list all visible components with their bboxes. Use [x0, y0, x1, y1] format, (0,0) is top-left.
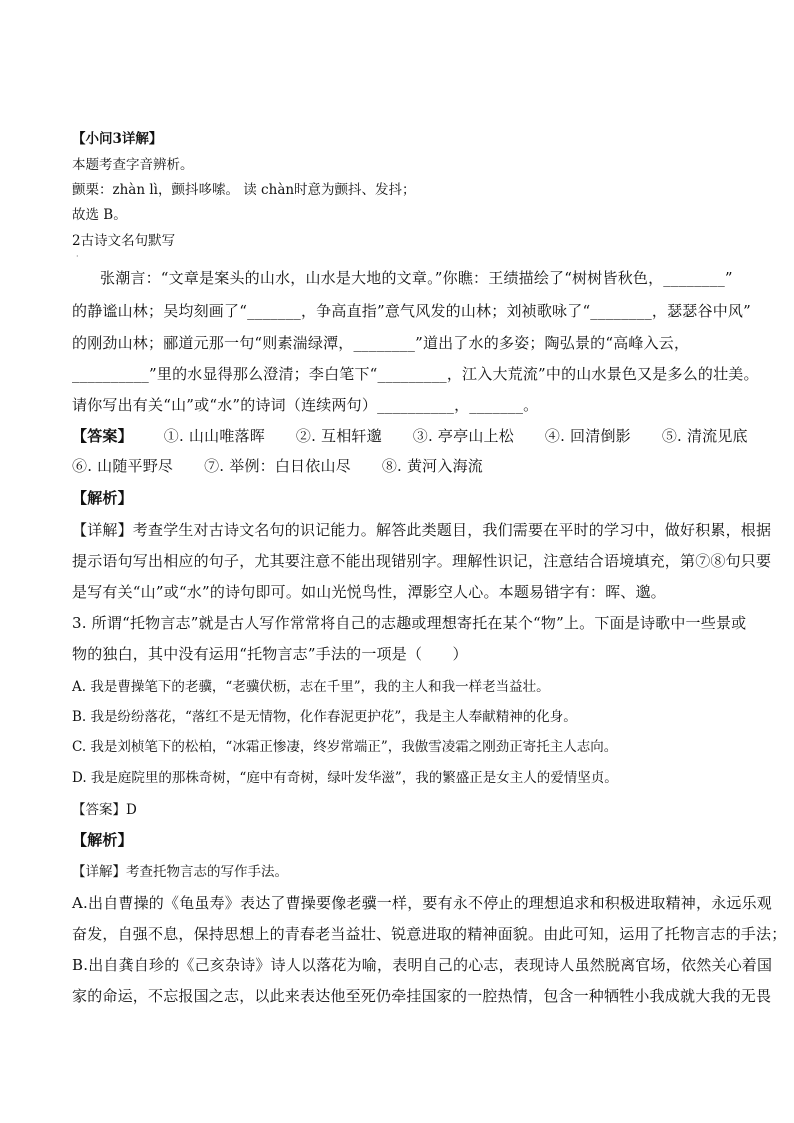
- passage-line: 的静谧山林；吴均刻画了“_______，争高直指”意气风发的山林；刘祯歌咏了“________，瑟瑟谷中风”: [72, 302, 751, 320]
- answer-item: ①. 山山唯落晖: [163, 427, 265, 445]
- answer-item: ⑦. 举例：白日依山尽: [204, 457, 351, 475]
- q3-detail: 颤栗：zhàn lì，颤抖哆嗦。 读 chàn时意为颤抖、发抖；: [72, 182, 416, 198]
- answer-item: ⑥. 山随平野尽: [72, 457, 174, 475]
- passage-line: 张潮言：“文章是案头的山水，山水是大地的文章。”你瞧：王绩描绘了“树树皆秋色，________”: [100, 269, 733, 287]
- passage-line: 的刚劲山林；郦道元那一句“则素湍绿潭，________”道出了水的多姿；陶弘景的“高峰入云，: [72, 334, 690, 352]
- answer-item: ④. 回清倒影: [544, 427, 631, 445]
- answer-label: 【答案】: [72, 427, 133, 445]
- explanation-line: 家的命运，不忘报国之志，以此来表达他至死仍牵挂国家的一腔热情，包含一种牺牲小我成就大我的无畏: [72, 987, 772, 1005]
- option-c: C. 我是刘桢笔下的松柏，“冰霜正惨凄，终岁常端正”，我傲雪凌霜之刚劲正寄托主人志向。: [72, 739, 618, 755]
- passage-line: __________”里的水显得那么澄清；李白笔下“_________，江入大荒流”中的山水景色又是多么的壮美。: [72, 365, 759, 383]
- q3-detail-intro: 【详解】考查托物言志的写作手法。: [72, 864, 288, 880]
- explanation-line: B.出自龚自珍的《己亥杂诗》诗人以落花为喻，表明自己的心志，表现诗人虽然脱离官场，依然关心着国: [72, 956, 773, 974]
- answers-row-1: [72, 426, 748, 446]
- q3-conclusion: 故选 B。: [72, 207, 127, 223]
- q3-answer: 【答案】D: [72, 802, 137, 818]
- question-line: 物的独白，其中没有运用“托物言志”手法的一项是（ ）: [72, 645, 468, 663]
- passage-line: 请你写出有关“山”或“水”的诗词（连续两句）__________，_______。: [72, 396, 539, 414]
- analysis-line: 是写有关“山”或“水”的诗句即可。如山光悦鸟性，潭影空人心。本题易错字有：晖、邈。: [72, 583, 666, 601]
- analysis-line: 【详解】考查学生对古诗文名句的识记能力。解答此类题目，我们需要在平时的学习中，做好积累，根据: [72, 521, 772, 539]
- analysis-line: 提示语句写出相应的句子，尤其要注意不能出现错别字。理解性识记，注意结合语境填充，第⑦⑧句只要: [72, 552, 772, 570]
- question-line: 3. 所谓“托物言志”就是古人写作常常将自己的志趣或理想寄托在某个“物”上。下面是诗歌中一些景或: [72, 614, 747, 632]
- answers-row-2: [72, 456, 483, 476]
- option-b: B. 我是纷纷落花，“落红不是无情物，化作春泥更护花”，我是主人奉献精神的化身。: [72, 709, 577, 725]
- answer-item: ③. 亭亭山上松: [412, 427, 514, 445]
- section-title: 2古诗文名句默写: [72, 233, 176, 249]
- answer-item: ⑧. 黄河入海流: [381, 457, 483, 475]
- analysis-label: 【解析】: [72, 489, 133, 507]
- explanation-line: A.出自曹操的《龟虽寿》表达了曹操要像老骥一样，要有永不停止的理想追求和积极进取精神，永远乐观: [72, 894, 773, 912]
- answer-item: ⑤. 清流见底: [661, 427, 748, 445]
- q3-header: 【小问3详解】: [72, 131, 163, 147]
- q3-analysis-label: 【解析】: [72, 831, 133, 849]
- answer-item: ②. 互相轩邈: [295, 427, 382, 445]
- option-d: D. 我是庭院里的那株奇树，“庭中有奇树，绿叶发华滋”，我的繁盛正是女主人的爱情坚贞。: [72, 770, 618, 786]
- section-dot: ·: [76, 252, 79, 261]
- explanation-line: 奋发，自强不息，保持思想上的青春老当益壮、锐意进取的精神面貌。由此可知，运用了托物言志的手法；: [72, 925, 787, 943]
- q3-intro: 本题考查字音辨析。: [72, 157, 194, 173]
- option-a: A. 我是曹操笔下的老骥，“老骥伏枥，志在千里”，我的主人和我一样老当益壮。: [72, 679, 550, 695]
